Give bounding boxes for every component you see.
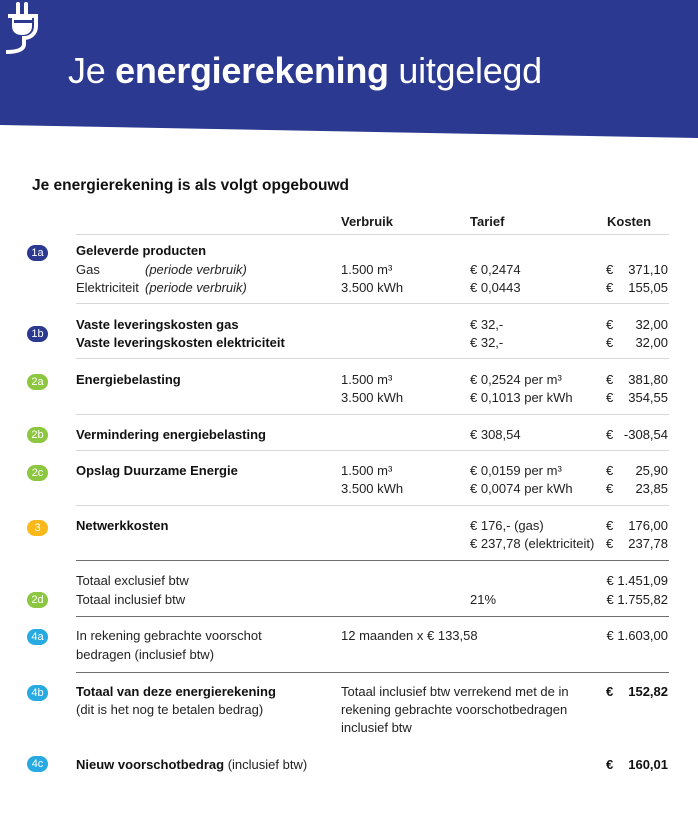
currency-symbol: €: [606, 427, 614, 442]
network-electricity-cost: 237,78: [628, 536, 668, 551]
section-3-title: Netwerkkosten: [76, 518, 169, 533]
sustainable-gas-usage: 1.500 m³: [341, 463, 393, 478]
total-incl-vat-label: Totaal inclusief btw: [76, 592, 186, 607]
network-gas-cost: 176,00: [628, 518, 668, 533]
gas-cost: 371,10: [628, 262, 668, 277]
advance-payments-label-2: bedragen (inclusief btw): [76, 647, 215, 662]
gas-usage: 1.500 m³: [341, 262, 393, 277]
divider: [76, 616, 669, 617]
new-advance-note: (inclusief btw): [227, 757, 308, 772]
divider: [76, 505, 669, 506]
divider: [76, 358, 669, 359]
section-2c-title: Opslag Duurzame Energie: [76, 463, 238, 478]
total-bill-desc-1: Totaal inclusief btw verrekend met de in: [341, 684, 569, 699]
vat-percentage: 21%: [470, 592, 497, 607]
total-bill-desc-3: inclusief btw: [341, 720, 412, 735]
divider: [76, 672, 669, 673]
gas-rate: € 0,2474: [470, 262, 521, 277]
column-header-tarief: Tarief: [470, 214, 505, 229]
column-header-verbruik: Verbruik: [341, 214, 394, 229]
section-2b-title: Vermindering energiebelasting: [76, 427, 266, 442]
tax-reduction-cost: -308,54: [623, 427, 668, 442]
fixed-costs-electricity-cost: 32,00: [635, 335, 668, 350]
title-bold: energierekening: [115, 50, 389, 91]
badge-2c: 2c: [27, 465, 48, 481]
energy-tax-gas-usage: 1.500 m³: [341, 372, 393, 387]
fixed-costs-gas-rate: € 32,-: [470, 317, 504, 332]
currency-symbol: €: [606, 536, 614, 551]
currency-symbol: €: [606, 463, 614, 478]
electricity-label: Elektriciteit: [76, 280, 139, 295]
new-advance-title: Nieuw voorschotbedrag: [76, 757, 225, 772]
badge-4a: 4a: [27, 629, 48, 645]
tax-reduction-rate: € 308,54: [470, 427, 521, 442]
energy-tax-electricity-rate: € 0,1013 per kWh: [470, 390, 573, 405]
new-advance-row: [76, 757, 307, 772]
currency-symbol: €: [606, 280, 614, 295]
gas-note: (periode verbruik): [145, 262, 247, 277]
subtitle: Je energierekening is als volgt opgebouwd: [32, 177, 349, 194]
section-2a-title: Energiebelasting: [76, 372, 181, 387]
header-banner: [0, 0, 698, 140]
badge-2b: 2b: [27, 427, 48, 443]
currency-symbol: €: [606, 317, 614, 332]
electricity-note: (periode verbruik): [145, 280, 247, 295]
fixed-costs-electricity-rate: € 32,-: [470, 335, 504, 350]
currency-symbol: €: [606, 518, 614, 533]
advance-payments-amount: € 1.603,00: [606, 628, 668, 643]
divider: [76, 303, 669, 304]
badge-3: 3: [27, 520, 48, 536]
divider: [76, 414, 669, 415]
fixed-costs-gas-title: Vaste leveringskosten gas: [76, 317, 239, 332]
electricity-rate: € 0,0443: [470, 280, 521, 295]
badge-1a: 1a: [27, 245, 48, 261]
advance-payments-label-1: In rekening gebrachte voorschot: [76, 628, 262, 643]
fixed-costs-electricity-title: Vaste leveringskosten elektriciteit: [76, 335, 285, 350]
fixed-costs-gas-cost: 32,00: [635, 317, 668, 332]
new-advance-amount: 160,01: [628, 757, 668, 772]
title-part1: Je: [68, 50, 116, 91]
divider: [76, 234, 669, 235]
currency-symbol: €: [606, 372, 614, 387]
badge-2a: 2a: [27, 374, 48, 390]
electricity-cost: 155,05: [628, 280, 668, 295]
total-incl-vat-amount: € 1.755,82: [606, 592, 668, 607]
sustainable-gas-rate: € 0,0159 per m³: [470, 463, 562, 478]
total-bill-note: (dit is het nog te betalen bedrag): [76, 702, 264, 717]
sustainable-electricity-usage: 3.500 kWh: [341, 481, 404, 496]
network-electricity-rate: € 237,78 (elektriciteit): [470, 536, 595, 551]
advance-payments-usage: 12 maanden x € 133,58: [341, 628, 478, 643]
currency-symbol: €: [606, 335, 614, 350]
badge-4b: 4b: [27, 685, 48, 701]
energy-tax-electricity-usage: 3.500 kWh: [341, 390, 404, 405]
badge-4c: 4c: [27, 756, 48, 772]
energy-tax-gas-cost: 381,80: [628, 372, 668, 387]
currency-symbol: €: [606, 684, 614, 699]
section-1a-title: Geleverde producten: [76, 243, 207, 258]
network-gas-rate: € 176,- (gas): [470, 518, 544, 533]
sustainable-electricity-cost: 23,85: [635, 481, 668, 496]
badge-1b: 1b: [27, 326, 48, 342]
total-bill-amount: 152,82: [628, 684, 668, 699]
currency-symbol: €: [606, 757, 614, 772]
title-part2: uitgelegd: [388, 50, 542, 91]
currency-symbol: €: [606, 390, 614, 405]
currency-symbol: €: [606, 481, 614, 496]
energy-tax-gas-rate: € 0,2524 per m³: [470, 372, 562, 387]
total-excl-vat-label: Totaal exclusief btw: [76, 573, 189, 588]
sustainable-gas-cost: 25,90: [635, 463, 668, 478]
sustainable-electricity-rate: € 0,0074 per kWh: [470, 481, 573, 496]
page-title: [68, 50, 542, 92]
badge-2d: 2d: [27, 592, 48, 608]
total-bill-desc-2: rekening gebrachte voorschotbedragen: [341, 702, 568, 717]
currency-symbol: €: [606, 262, 614, 277]
divider: [76, 560, 669, 561]
column-header-kosten: Kosten: [607, 214, 652, 229]
electricity-usage: 3.500 kWh: [341, 280, 404, 295]
divider: [76, 450, 669, 451]
energy-tax-electricity-cost: 354,55: [628, 390, 668, 405]
plug-icon: [0, 0, 40, 56]
total-bill-title: Totaal van deze energierekening: [76, 684, 276, 699]
gas-label: Gas: [76, 262, 100, 277]
total-excl-vat-amount: € 1.451,09: [606, 573, 668, 588]
